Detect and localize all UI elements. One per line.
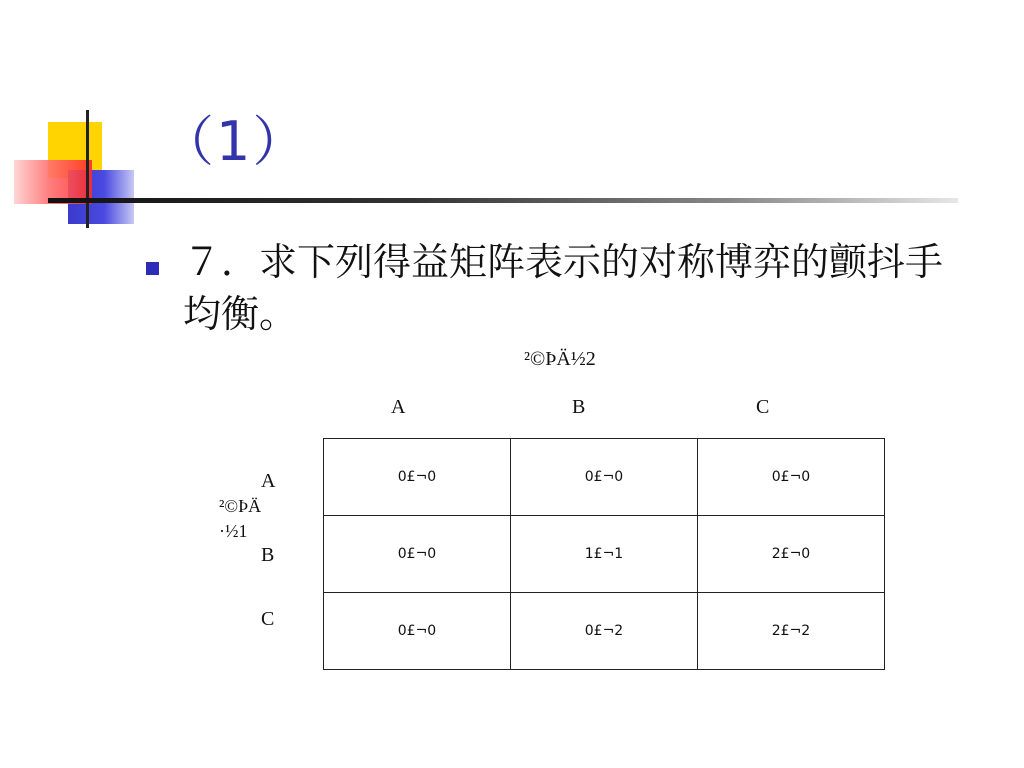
payoff-cell: 2£¬0 (698, 516, 885, 593)
payoff-cell: 0£¬2 (511, 593, 698, 670)
slide-title: （1） (160, 110, 309, 173)
column-header-b: B (572, 396, 586, 418)
column-header-c: C (756, 396, 770, 418)
row-header-b: B (261, 544, 275, 566)
payoff-cell: 0£¬0 (324, 593, 511, 670)
bullet-square-icon (146, 262, 159, 275)
matrix-row-b (324, 516, 885, 593)
payoff-matrix (323, 438, 885, 670)
matrix-row-c (324, 593, 885, 670)
column-header-a: A (391, 396, 406, 418)
player2-label: ²©ÞÄ½2 (524, 348, 596, 370)
payoff-cell: 0£¬0 (324, 439, 511, 516)
payoff-cell: 0£¬0 (324, 516, 511, 593)
bullet-text: ７．求下列得益矩阵表示的对称博弈的颤抖手均衡。 (183, 240, 944, 336)
row-header-a: A (261, 470, 276, 492)
title-underline (48, 198, 958, 203)
payoff-cell: 0£¬0 (511, 439, 698, 516)
payoff-cell: 2£¬2 (698, 593, 885, 670)
player1-label: ²©ÞÄ·½1 (219, 496, 262, 541)
payoff-cell: 1£¬1 (511, 516, 698, 593)
decorative-vertical-line (86, 110, 89, 228)
payoff-cell: 0£¬0 (698, 439, 885, 516)
row-header-c: C (261, 608, 275, 630)
matrix-row-a (324, 439, 885, 516)
